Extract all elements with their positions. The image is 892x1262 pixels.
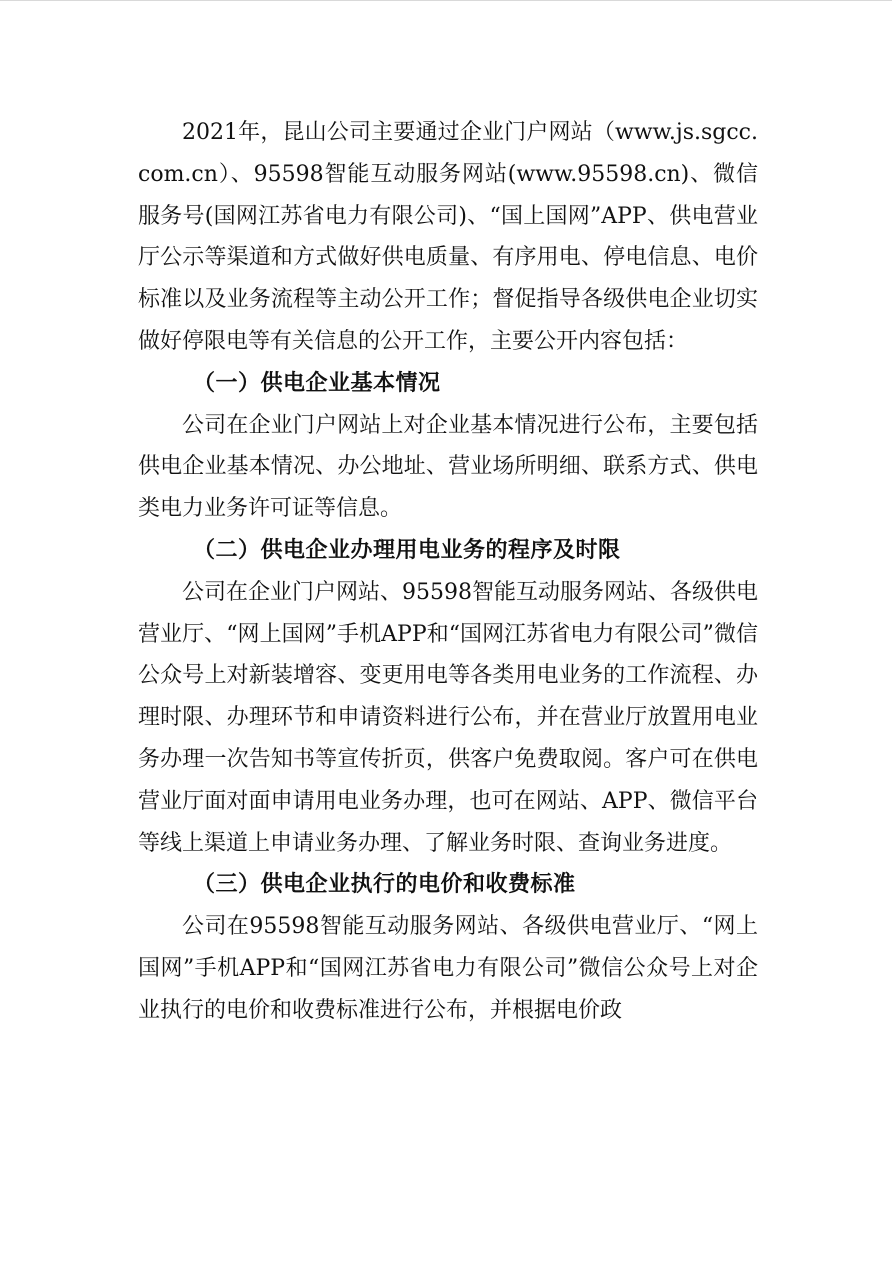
page-top-border: [0, 0, 892, 1]
intro-paragraph: 2021年，昆山公司主要通过企业门户网站（www.js.sgcc.com.cn）、95598智能互动服务网站(www.95598.cn)、微信服务号(国网江苏省电力有限公司)、“国上国网”APP、供电营业厅公示等渠道和方式做好供电质量、有序用电、停电信息、电价标准以及业务流程等主动公开工作；督促指导各级供电企业切实做好停限电等有关信息的公开工作，主要公开内容包括：: [138, 120, 758, 354]
section-body-pricing: 公司在95598智能互动服务网站、各级供电营业厅、“网上国网”手机APP和“国网江苏省电力有限公司”微信公众号上对企业执行的电价和收费标准进行公布，并根据电价政: [138, 914, 758, 1023]
section-body-procedures: 公司在企业门户网站、95598智能互动服务网站、各级供电营业厅、“网上国网”手机APP和“国网江苏省电力有限公司”微信公众号上对新装增容、变更用电等各类用电业务的工作流程、办理时限、办理环节和申请资料进行公布，并在营业厅放置用电业务办理一次告知书等宣传折页，供客户免费取阅。客户可在供电营业厅面对面申请用电业务办理，也可在网站、APP、微信平台等线上渠道上申请业务办理、了解业务时限、查询业务进度。: [138, 579, 758, 856]
section-heading-procedures: （二）供电企业办理用电业务的程序及时限: [193, 537, 621, 563]
section-body-basic-info: 公司在企业门户网站上对企业基本情况进行公布，主要包括供电企业基本情况、办公地址、营业场所明细、联系方式、供电类电力业务许可证等信息。: [138, 412, 758, 522]
document-page: [138, 112, 758, 1032]
section-heading-basic-info: （一）供电企业基本情况: [193, 370, 441, 396]
section-heading-pricing: （三）供电企业执行的电价和收费标准: [193, 872, 576, 898]
